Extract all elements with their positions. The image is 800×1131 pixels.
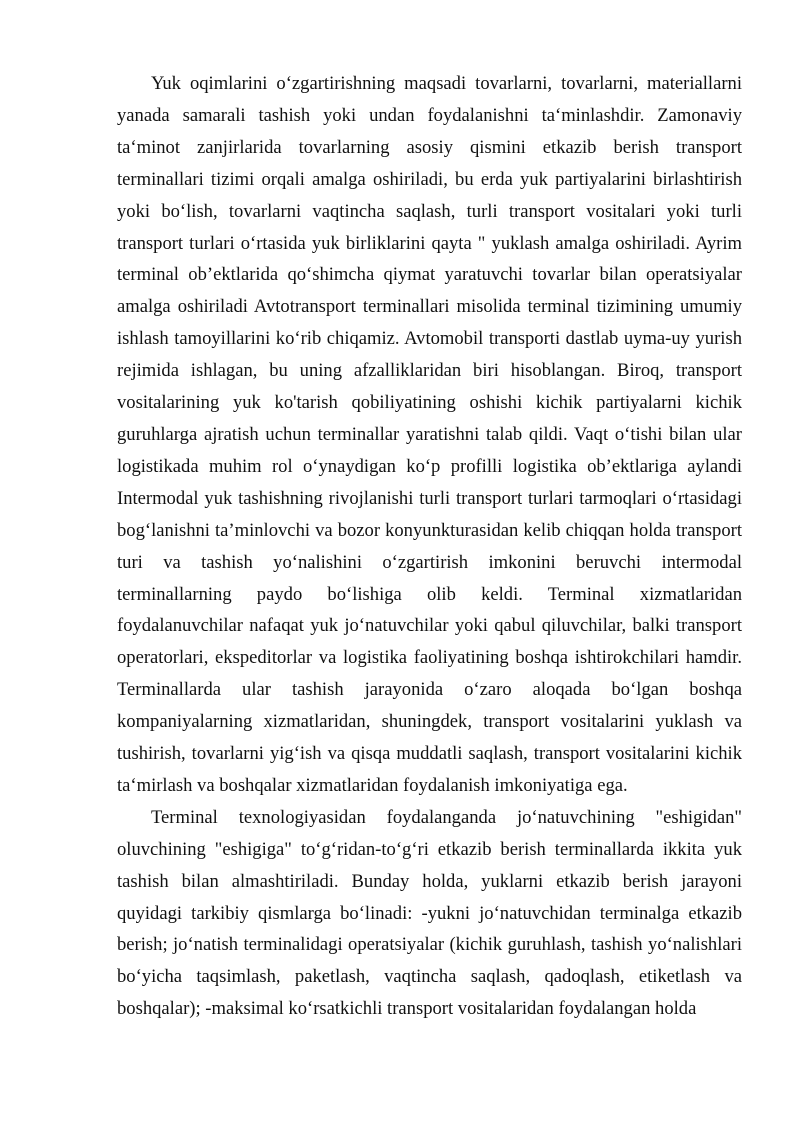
paragraph-2: Terminal texnologiyasidan foydalanganda jo‘natuvchining "eshigidan" oluvchining "eshigiga" to‘g‘ridan-to‘g‘ri etkazib berish terminallarda ikkita yuk tashish bilan almashtiriladi. Bunday holda, yuklarni etkazib berish jarayoni quyidagi tarkibiy qismlarga bo‘linadi: -yukni jo‘natuvchidan terminalga etkazib berish; jo‘natish terminalidagi operatsiyalar (kichik guruhlash, tashish yo‘nalishlari bo‘yicha taqsimlash, paketlash, vaqtincha saqlash, qadoqlash, etiketlash va boshqalar); -maksimal ko‘rsatkichli transport vositalaridan foydalangan holda bbox=[117, 806, 742, 1020]
document-page bbox=[117, 68, 742, 1025]
paragraph-1: Yuk oqimlarini o‘zgartirishning maqsadi tovarlarni, tovarlarni, materiallarni yanada samarali tashish yoki undan foydalanishni ta‘minlashdir. Zamonaviy ta‘minot zanjirlarida tovarlarning asosiy qismini etkazib berish transport terminallari tizimi orqali amalga oshiriladi, bu erda yuk partiyalarini birlashtirish yoki bo‘lish, tovarlarni vaqtincha saqlash, turli transport vositalari yoki turli transport turlari o‘rtasida yuk birliklarini qayta " yuklash amalga oshiriladi. Ayrim terminal ob’ektlarida qo‘shimcha qiymat yaratuvchi tovarlar bilan operatsiyalar amalga oshiriladi Avtotransport terminallari misolida terminal tizimining umumiy ishlash tamoyillarini ko‘rib chiqamiz. Avtomobil transporti dastlab uyma-uy yurish rejimida ishlagan, bu uning afzalliklaridan biri hisoblangan. Biroq, transport vositalarining yuk ko'tarish qobiliyatining oshishi kichik partiyalarni kichik guruhlarga ajratish uchun terminallar yaratishni talab qildi. Vaqt o‘tishi bilan ular logistikada muhim rol o‘ynaydigan ko‘p profilli logistika ob’ektlariga aylandi Intermodal yuk tashishning rivojlanishi turli transport turlari tarmoqlari o‘rtasidagi bog‘lanishni ta’minlovchi va bozor konyunkturasidan kelib chiqqan holda transport turi va tashish yo‘nalishini o‘zgartirish imkonini beruvchi intermodal terminallarning paydo bo‘lishiga olib keldi. Terminal xizmatlaridan foydalanuvchilar nafaqat yuk jo‘natuvchilar yoki qabul qiluvchilar, balki transport operatorlari, ekspeditorlar va logistika faoliyatining boshqa ishtirokchilari hamdir. Terminallarda ular tashish jarayonida o‘zaro aloqada bo‘lgan boshqa kompaniyalarning xizmatlaridan, shuningdek, transport vositalarini yuklash va tushirish, tovarlarni yig‘ish va qisqa muddatli saqlash, transport vositalarini kichik ta‘mirlash va boshqalar xizmatlaridan foydalanish imkoniyatiga ega. bbox=[117, 73, 742, 796]
